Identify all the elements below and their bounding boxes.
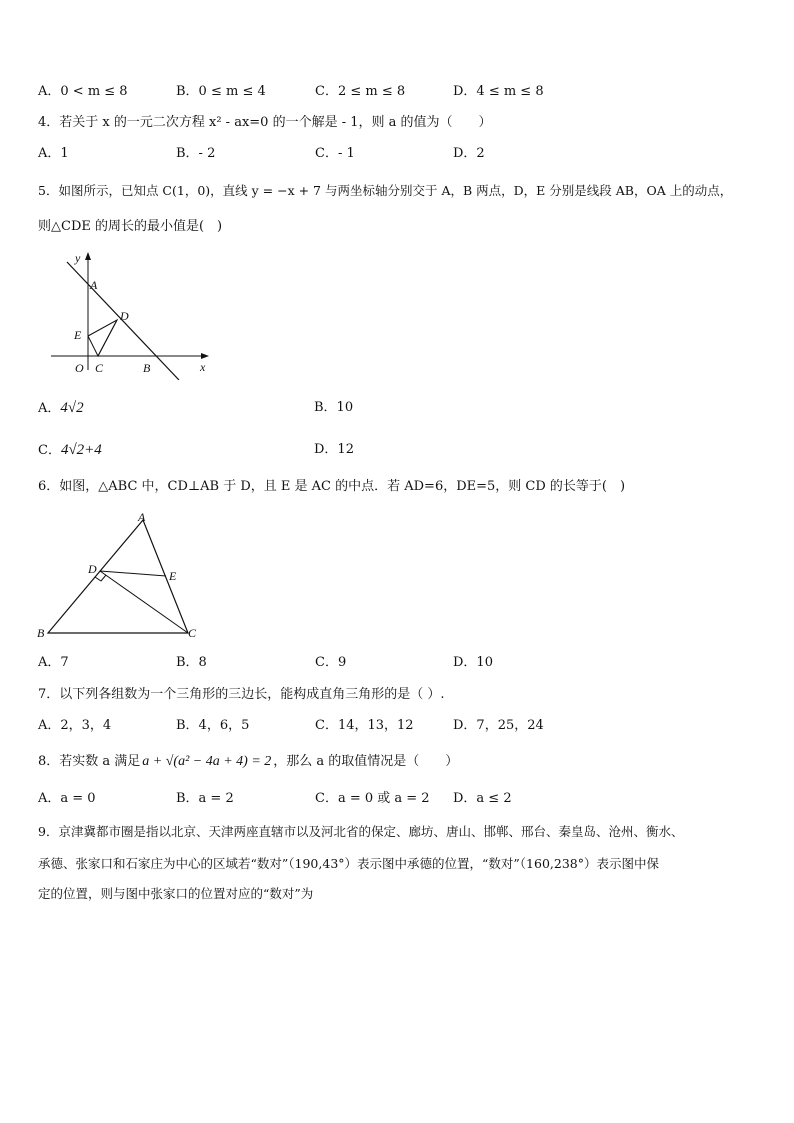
q9-line3: 定的位置，则与图中张家口的位置对应的“数对”为 <box>38 886 314 901</box>
q5-figure <box>45 250 215 380</box>
q7-option-d: D．7，25，24 <box>453 718 544 733</box>
q5-label-y: y <box>75 251 81 265</box>
q5-stem-line1: 5．如图所示，已知点 C(1，0)，直线 y = −x + 7 与两坐标轴分别交于 A，B 两点，D，E 分别是线段 AB，OA 上的动点， <box>38 183 733 198</box>
q6-triangle-abc <box>48 520 188 633</box>
q8-option-b: B．a = 2 <box>176 791 234 806</box>
q6-figure <box>35 508 210 643</box>
q5-label-c: C <box>95 361 104 375</box>
q5-option-c <box>38 442 102 459</box>
q8-stem-prefix: 8．若实数 a 满足 <box>38 754 141 769</box>
q5-option-a-math: 4√2 <box>60 400 84 416</box>
q8-stem <box>38 754 458 770</box>
q6-option-d: D．10 <box>453 655 493 670</box>
q8-option-a: A．a = 0 <box>38 791 96 806</box>
q6-label-b: B <box>37 626 45 640</box>
q5-label-x: x <box>200 360 206 374</box>
q4-option-d: D．2 <box>453 146 485 161</box>
q4-option-a: A．1 <box>38 146 69 161</box>
q5-option-d: D．12 <box>314 442 354 457</box>
q6-label-c: C <box>188 626 197 640</box>
q5-option-b: B．10 <box>314 400 354 415</box>
q3-option-d: D．4 ≤ m ≤ 8 <box>453 84 544 99</box>
q8-stem-math: a + √(a² − 4a + 4) = 2 <box>142 754 272 769</box>
q5-y-arrow <box>85 252 91 260</box>
q5-option-c-math: 4√2+4 <box>60 442 102 458</box>
q6-option-b: B．8 <box>176 655 207 670</box>
q4-stem: 4．若关于 x 的一元二次方程 x² - ax=0 的一个解是 - 1，则 a 的值为（ ） <box>38 115 492 130</box>
q3-option-c: C．2 ≤ m ≤ 8 <box>315 84 406 99</box>
q5-label-a: A <box>90 278 98 292</box>
q5-label-d: D <box>120 309 129 323</box>
q5-option-a-prefix: A． <box>38 401 61 416</box>
q9-line1: 9．京津冀都市圈是指以北京、天津两座直辖市以及河北省的保定、廊坊、唐山、邯郸、邢台、秦皇岛、沧州、衡水、 <box>38 824 684 839</box>
q6-label-e: E <box>169 569 177 583</box>
q8-stem-suffix: ，那么 a 的取值情况是（ ） <box>273 754 459 769</box>
q4-option-c: C．- 1 <box>315 146 355 161</box>
q5-x-arrow <box>201 353 209 359</box>
q3-option-a: A．0 < m ≤ 8 <box>38 84 128 99</box>
q4-option-b: B．- 2 <box>176 146 216 161</box>
q5-option-c-prefix: C． <box>38 443 61 458</box>
q7-stem: 7．以下列各组数为一个三角形的三边长，能构成直角三角形的是（ ）. <box>38 687 445 702</box>
q5-label-b: B <box>143 361 151 375</box>
q9-line2: 承德、张家口和石家庄为中心的区域若“数对”（190,43°）表示图中承德的位置，“数对”（160,238°）表示图中保 <box>38 856 659 871</box>
q6-stem: 6．如图，△ABC 中，CD⊥AB 于 D，且 E 是 AC 的中点．若 AD=6，DE=5，则 CD 的长等于( ) <box>38 479 626 494</box>
q7-option-a: A．2，3，4 <box>38 718 112 733</box>
q5-triangle-cde <box>88 320 117 356</box>
q6-label-d: D <box>88 562 97 576</box>
q5-label-o: O <box>75 361 84 375</box>
q6-label-a: A <box>138 510 146 524</box>
q8-option-d: D．a ≤ 2 <box>453 791 512 806</box>
q6-option-a: A．7 <box>38 655 69 670</box>
q5-option-a <box>38 400 84 417</box>
q3-option-b: B．0 ≤ m ≤ 4 <box>176 84 266 99</box>
q6-segment-de <box>100 571 166 576</box>
q7-option-b: B．4，6，5 <box>176 718 250 733</box>
q7-option-c: C．14，13，12 <box>315 718 414 733</box>
q5-label-e: E <box>74 328 82 342</box>
q8-option-c: C．a = 0 或 a = 2 <box>315 791 430 806</box>
q6-option-c: C．9 <box>315 655 347 670</box>
q5-stem-line2: 则△CDE 的周长的最小值是( ) <box>38 219 223 234</box>
